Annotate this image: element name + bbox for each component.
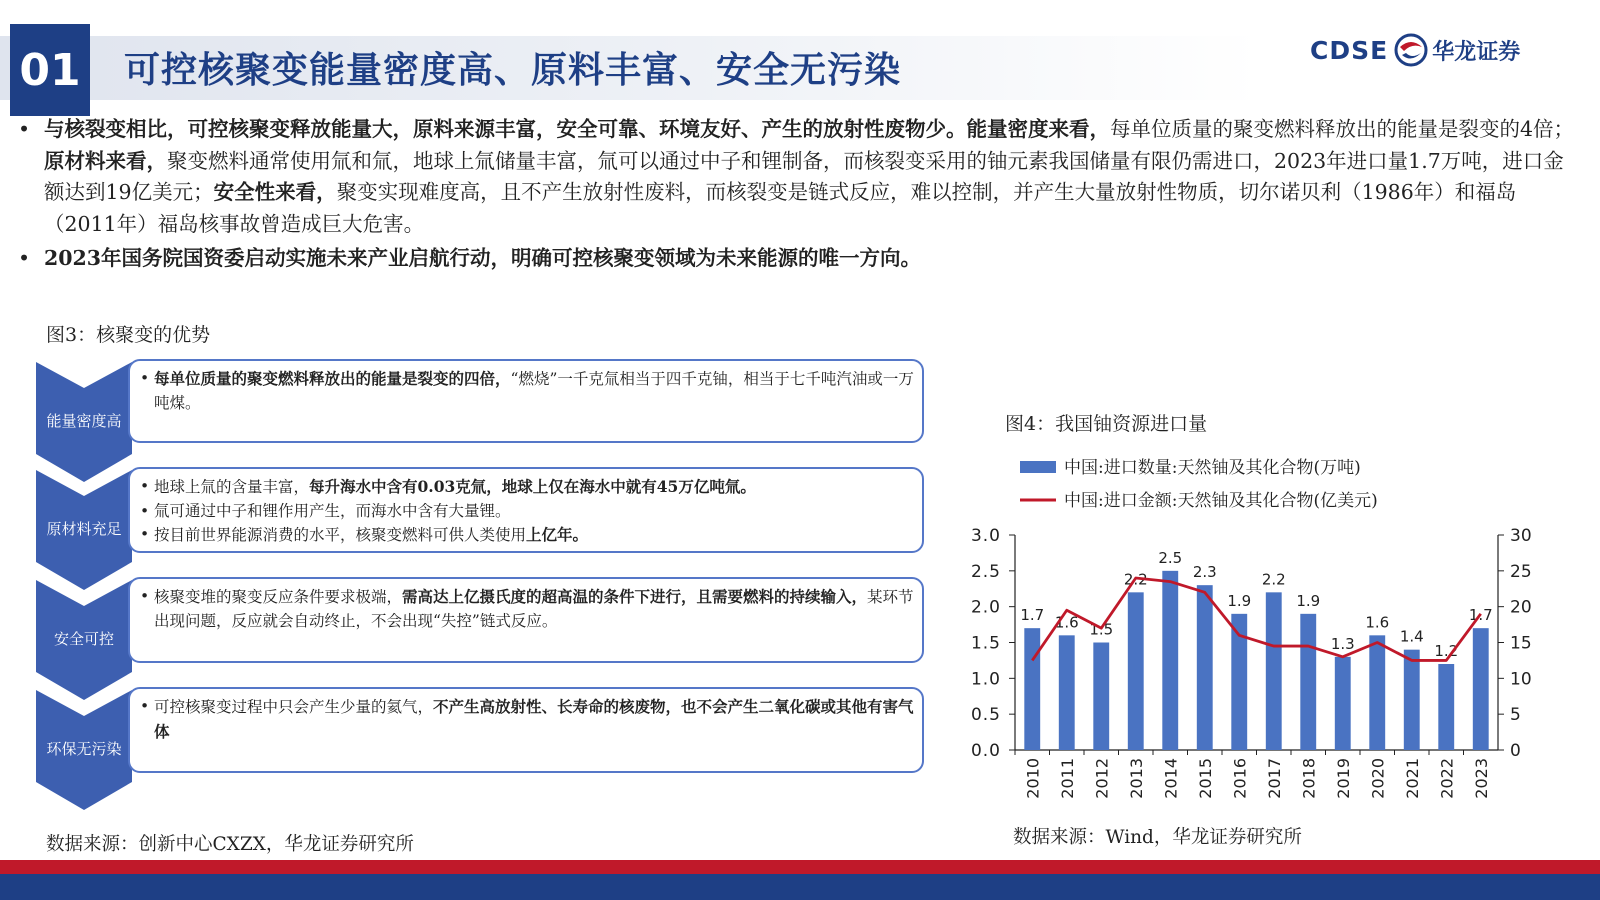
bar-data-label: 1.4 bbox=[1399, 627, 1424, 646]
bar bbox=[1162, 571, 1178, 750]
advantage-segment: 可控核聚变过程中只会产生少量的氦气， bbox=[154, 698, 434, 716]
bar-data-label: 2.5 bbox=[1158, 548, 1183, 567]
bar-data-label: 1.6 bbox=[1054, 613, 1079, 632]
bullet-item bbox=[18, 114, 1578, 240]
advantage-line: • 可控核聚变过程中只会产生少量的氦气，不产生高放射性、长寿命的核废物，也不会产生二氧化碳或其他有害气体 bbox=[140, 697, 914, 741]
advantage-segment: 地球上氚的含量丰富， bbox=[154, 478, 310, 496]
dragon-logo-icon bbox=[1394, 33, 1428, 67]
left-tick-label: 1.0 bbox=[970, 669, 1001, 690]
uranium-import-chart bbox=[960, 450, 1540, 820]
bar bbox=[1404, 650, 1420, 750]
x-tick-label: 2011 bbox=[1057, 758, 1077, 799]
bar bbox=[1128, 592, 1144, 750]
x-tick-label: 2018 bbox=[1299, 758, 1319, 799]
advantage-label: 安全可控 bbox=[53, 629, 114, 648]
advantage-row bbox=[36, 470, 931, 590]
bullet-dot: • bbox=[18, 117, 31, 141]
bar bbox=[1473, 628, 1489, 750]
bar-data-label: 1.6 bbox=[1365, 613, 1390, 632]
logo-text-cn: 华龙证券 bbox=[1432, 39, 1521, 65]
right-tick-label: 0 bbox=[1510, 741, 1521, 761]
figure3-title: 图3：核聚变的优势 bbox=[46, 324, 211, 346]
legend-bar-swatch bbox=[1020, 461, 1056, 473]
advantage-segment: 每升海水中含有0.03克氚，地球上仅在海水中就有45万亿吨氚。 bbox=[309, 477, 756, 496]
legend-label: 中国:进口数量:天然铀及其化合物(万吨) bbox=[1064, 458, 1361, 478]
advantage-segment: 上亿年。 bbox=[526, 525, 589, 544]
bullet-dot: • bbox=[18, 246, 31, 270]
footer-blue-band bbox=[0, 874, 1600, 900]
left-tick-label: 3.0 bbox=[970, 526, 1001, 546]
x-tick-label: 2014 bbox=[1161, 758, 1181, 799]
bar bbox=[1059, 635, 1075, 750]
bullet-segment: 2023年国务院国资委启动实施未来产业启航行动，明确可控核聚变领域为未来能源的唯一方向。 bbox=[44, 246, 922, 270]
bar bbox=[1438, 664, 1454, 750]
figure4-source: 数据来源：Wind，华龙证券研究所 bbox=[1013, 827, 1302, 848]
advantage-box bbox=[128, 467, 924, 553]
bar-data-label: 2.2 bbox=[1261, 570, 1286, 589]
advantage-line: • 核聚变堆的聚变反应条件要求极端，需高达上亿摄氏度的超高温的条件下进行，且需要燃料的持续输入，某环节出现问题，反应就会自动终止，不会出现“失控”链式反应。 bbox=[140, 587, 914, 630]
right-tick-label: 30 bbox=[1510, 526, 1532, 546]
right-tick-label: 25 bbox=[1510, 561, 1532, 582]
advantage-segment: 每单位质量的聚变燃料释放出的能量是裂变的四倍， bbox=[154, 369, 511, 388]
advantage-segment: 核聚变堆的聚变反应条件要求极端， bbox=[154, 588, 403, 606]
company-logo bbox=[1310, 30, 1520, 70]
advantage-row bbox=[36, 690, 931, 810]
advantage-box bbox=[128, 577, 924, 663]
bullet-segment: 每单位质量的聚变燃料释放出的能量是裂变的4倍； bbox=[1110, 117, 1575, 141]
bar-data-label: 1.7 bbox=[1020, 606, 1045, 625]
advantage-box bbox=[128, 687, 924, 773]
bar-data-label: 1.7 bbox=[1468, 606, 1493, 625]
advantage-row bbox=[36, 580, 931, 700]
bar-data-label: 1.3 bbox=[1330, 634, 1355, 653]
advantage-label: 能量密度高 bbox=[46, 411, 122, 430]
bar-data-label: 1.9 bbox=[1227, 591, 1252, 610]
advantage-segment: 不产生高放射性、长寿命的核废物，也不会产生二氧化碳或其他有害气体 bbox=[154, 697, 914, 741]
advantage-segment: “燃烧”一千克氚相当于四千克铀，相当于七千吨汽油或一万吨煤。 bbox=[154, 370, 914, 412]
advantage-segment: 需高达上亿摄氏度的超高温的条件下进行，且需要燃料的持续输入， bbox=[402, 587, 868, 606]
bar bbox=[1197, 585, 1213, 750]
x-tick-label: 2016 bbox=[1230, 758, 1250, 799]
legend-label: 中国:进口金额:天然铀及其化合物(亿美元) bbox=[1064, 491, 1378, 511]
bullet-text bbox=[44, 117, 1574, 236]
advantage-line: • 地球上氚的含量丰富，每升海水中含有0.03克氚，地球上仅在海水中就有45万亿吨氚。 bbox=[140, 477, 756, 496]
x-tick-label: 2015 bbox=[1195, 758, 1215, 799]
advantage-segment: 按目前世界能源消费的水平，核聚变燃料可供人类使用 bbox=[154, 526, 527, 544]
logo-text-latin: CDSE bbox=[1310, 35, 1389, 65]
x-tick-label: 2023 bbox=[1471, 758, 1491, 799]
bullet-segment: 聚变燃料通常使用氚和氚，地球上氚储量丰富，氚可以通过中子和锂制备，而核裂变采用的铀元素我国储量有限仍需进口，2023年进口量1.7万吨，进口金额达到19亿美元； bbox=[44, 148, 1564, 204]
bullet-segment: 原材料来看， bbox=[44, 148, 167, 173]
bar-data-label: 1.5 bbox=[1089, 620, 1114, 639]
section-number: 01 bbox=[10, 24, 90, 116]
summary-bullets bbox=[18, 114, 1578, 275]
bar bbox=[1300, 614, 1316, 750]
left-tick-label: 2.0 bbox=[970, 597, 1001, 618]
left-tick-label: 1.5 bbox=[970, 633, 1001, 654]
bullet-segment: 与核裂变相比，可控核聚变释放能量大，原料来源丰富，安全可靠、环境友好、产生的放射性废物少。能量密度来看， bbox=[44, 117, 1110, 141]
x-tick-label: 2019 bbox=[1333, 758, 1353, 799]
advantage-line: • 氚可通过中子和锂作用产生，而海水中含有大量锂。 bbox=[140, 501, 511, 520]
advantage-segment: 某环节出现问题，反应就会自动终止，不会出现“失控”链式反应。 bbox=[154, 588, 914, 630]
bar bbox=[1093, 643, 1109, 751]
left-tick-label: 0.5 bbox=[970, 705, 1001, 726]
bullet-item bbox=[18, 243, 1578, 275]
x-tick-label: 2013 bbox=[1126, 758, 1146, 799]
bar bbox=[1369, 635, 1385, 750]
footer-red-band bbox=[0, 860, 1600, 874]
bar-data-label: 1.2 bbox=[1434, 642, 1459, 660]
advantage-line: • 按目前世界能源消费的水平，核聚变燃料可供人类使用上亿年。 bbox=[140, 525, 589, 544]
left-tick-label: 2.5 bbox=[970, 561, 1001, 582]
bar bbox=[1024, 628, 1040, 750]
right-tick-label: 20 bbox=[1510, 597, 1532, 618]
advantage-label: 原材料充足 bbox=[46, 519, 122, 538]
right-tick-label: 15 bbox=[1510, 633, 1532, 654]
figure3-source: 数据来源：创新中心CXZX，华龙证券研究所 bbox=[46, 834, 414, 855]
x-tick-label: 2022 bbox=[1437, 758, 1457, 799]
bar-data-label: 1.9 bbox=[1296, 591, 1321, 610]
page-title: 可控核聚变能量密度高、原料丰富、安全无污染 bbox=[124, 50, 902, 91]
right-tick-label: 10 bbox=[1510, 669, 1532, 690]
advantage-segment: 氚可通过中子和锂作用产生，而海水中含有大量锂。 bbox=[154, 501, 511, 520]
x-tick-label: 2021 bbox=[1402, 758, 1422, 799]
bar bbox=[1335, 657, 1351, 750]
left-tick-label: 0.0 bbox=[970, 741, 1001, 761]
x-tick-label: 2010 bbox=[1023, 758, 1043, 799]
figure4-title: 图4：我国铀资源进口量 bbox=[1005, 413, 1208, 435]
bar bbox=[1266, 592, 1282, 750]
x-tick-label: 2017 bbox=[1264, 758, 1284, 799]
bullet-segment: 聚变实现难度高，且不产生放射性废料，而核裂变是链式反应，难以控制，并产生大量放射性物质，切尔诺贝利（1986年）和福岛（2011年）福岛核事故曾造成巨大危害。 bbox=[44, 180, 1517, 236]
right-tick-label: 5 bbox=[1510, 705, 1521, 726]
advantage-box bbox=[128, 359, 924, 443]
bar-data-label: 2.3 bbox=[1192, 563, 1217, 582]
x-tick-label: 2020 bbox=[1368, 758, 1388, 799]
advantage-row bbox=[36, 362, 931, 482]
advantage-label: 环保无污染 bbox=[46, 739, 122, 758]
advantage-line: • 每单位质量的聚变燃料释放出的能量是裂变的四倍，“燃烧”一千克氚相当于四千克铀，相当于七千吨汽油或一万吨煤。 bbox=[140, 369, 914, 412]
x-tick-label: 2012 bbox=[1092, 758, 1112, 799]
bullet-segment: 安全性来看， bbox=[213, 180, 337, 204]
bar-data-label: 2.2 bbox=[1123, 570, 1148, 589]
